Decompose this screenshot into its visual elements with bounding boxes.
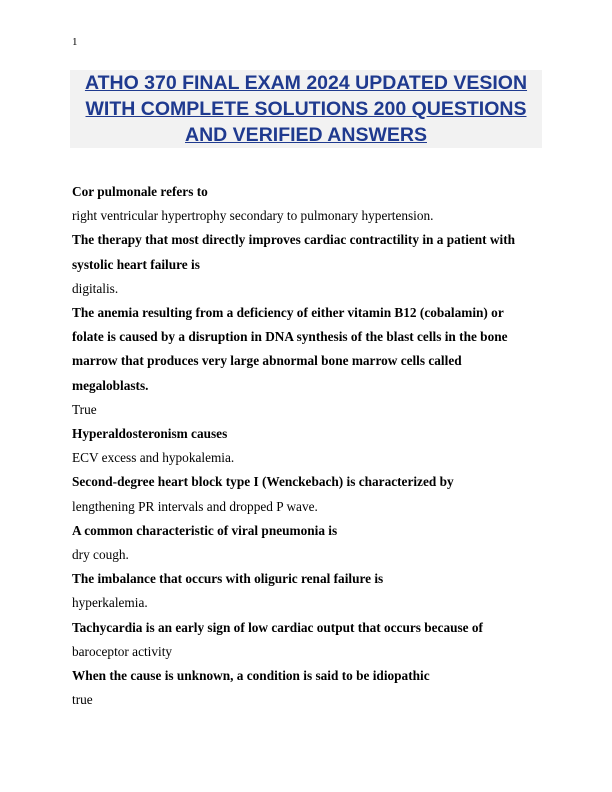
question-text: A common characteristic of viral pneumonia is: [72, 522, 338, 538]
title-line: WITH COMPLETE SOLUTIONS 200 QUESTIONS: [85, 98, 527, 120]
title-line: ATHO 370 FINAL EXAM 2024 UPDATED VESION: [84, 72, 528, 94]
document-title: [70, 70, 542, 148]
question-text: Second-degree heart block type I (Wenckebach) is characterized by: [72, 474, 454, 490]
answer-text: hyperkalemia.: [72, 595, 148, 611]
question-text: folate is caused by a disruption in DNA synthesis of the blast cells in the bone: [72, 329, 508, 345]
question-text: Tachycardia is an early sign of low cardiac output that occurs because of: [72, 619, 483, 635]
question-text: marrow that produces very large abnormal bone marrow cells called: [72, 353, 462, 369]
answer-text: true: [72, 692, 93, 708]
question-text: Cor pulmonale refers to: [72, 184, 208, 199]
question-text: megaloblasts.: [72, 377, 149, 393]
answer-text: digitalis.: [72, 280, 119, 296]
question-text: The anemia resulting from a deficiency of either vitamin B12 (cobalamin) or: [72, 305, 504, 321]
answer-text: baroceptor activity: [72, 643, 173, 659]
question-text: When the cause is unknown, a condition is said to be idiopathic: [72, 668, 430, 684]
answer-text: True: [72, 401, 97, 417]
answer-text: lengthening PR intervals and dropped P wave.: [72, 498, 318, 514]
answer-text: dry cough.: [72, 547, 129, 563]
answer-text: right ventricular hypertrophy secondary to pulmonary hypertension.: [72, 208, 434, 224]
question-text: The imbalance that occurs with oliguric renal failure is: [72, 571, 384, 587]
title-line: AND VERIFIED ANSWERS: [185, 124, 427, 146]
question-text: systolic heart failure is: [72, 256, 200, 272]
qa-list: [72, 180, 542, 712]
question-text: Hyperaldosteronism causes: [72, 426, 228, 442]
question-text: The therapy that most directly improves cardiac contractility in a patient with: [72, 232, 516, 248]
page-number: 1: [72, 36, 78, 48]
answer-text: ECV excess and hypokalemia.: [72, 450, 235, 466]
